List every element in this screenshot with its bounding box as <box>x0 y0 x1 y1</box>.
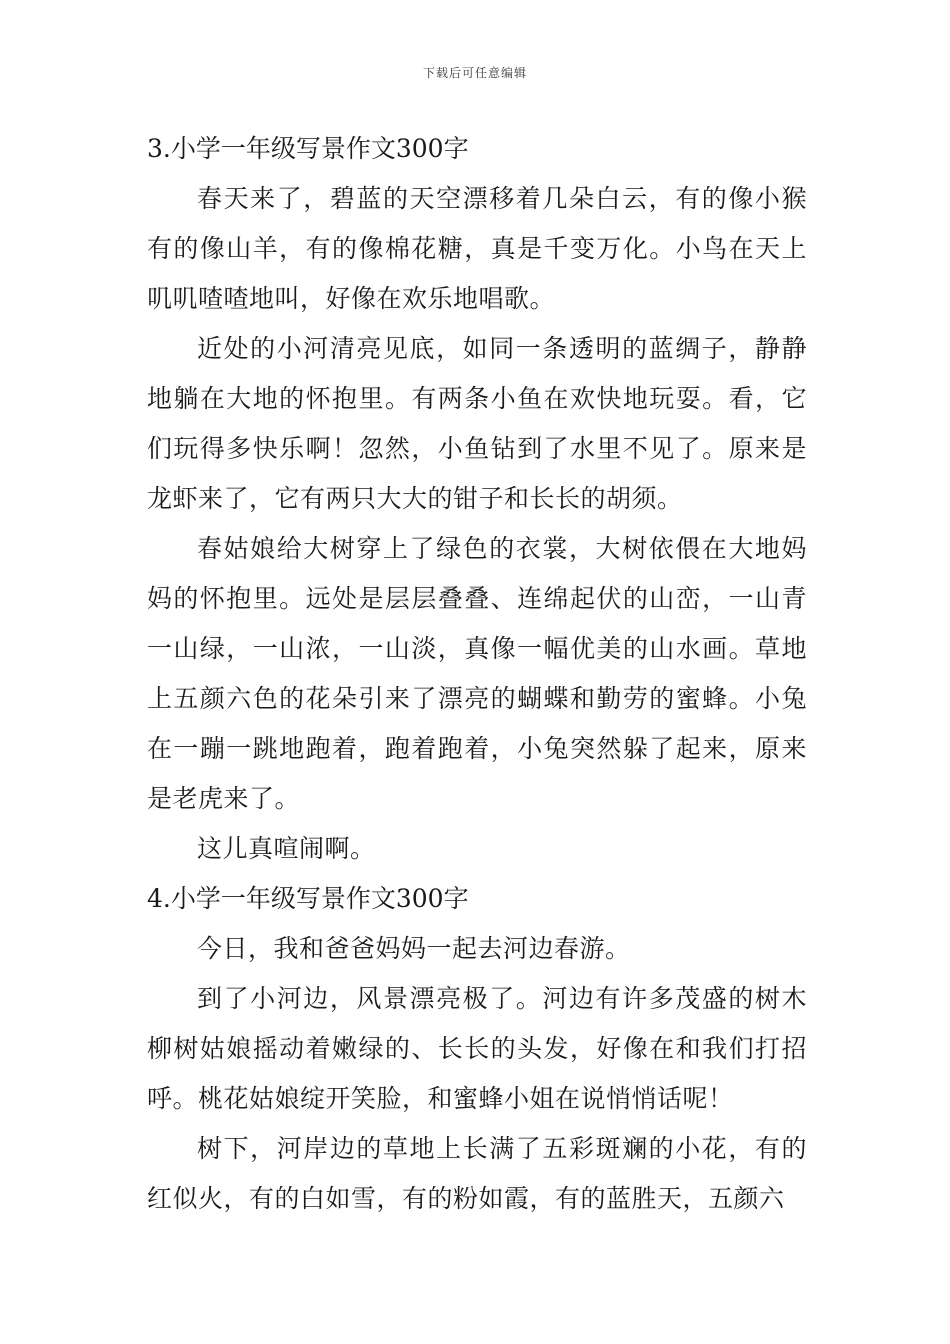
section-3 <box>147 124 807 874</box>
paragraph: 春天来了，碧蓝的天空漂移着几朵白云，有的像小猴有的像山羊，有的像棉花糖，真是千变万化。小鸟在天上叽叽喳喳地叫，好像在欢乐地唱歌。 <box>147 184 807 313</box>
section-4 <box>147 874 807 1224</box>
paragraph: 今日，我和爸爸妈妈一起去河边春游。 <box>197 934 631 963</box>
section-heading: 3.小学一年级写景作文300字 <box>147 134 469 163</box>
header-note: 下载后可任意编辑 <box>422 66 527 80</box>
paragraph: 这儿真喧闹啊。 <box>197 834 376 863</box>
section-heading: 4.小学一年级写景作文300字 <box>147 884 469 913</box>
document-body <box>147 124 807 1224</box>
paragraph: 春姑娘给大树穿上了绿色的衣裳，大树依偎在大地妈妈的怀抱里。远处是层层叠叠、连绵起伏的山峦，一山青一山绿，一山浓，一山淡，真像一幅优美的山水画。草地上五颜六色的花朵引来了漂亮的蝴蝶和勤劳的蜜蜂。小兔在一蹦一跳地跑着，跑着跑着，小兔突然躲了起来，原来是老虎来了。 <box>147 534 807 813</box>
paragraph: 树下，河岸边的草地上长满了五彩斑斓的小花，有的红似火，有的白如雪，有的粉如霞，有的蓝胜天，五颜六 <box>147 1134 807 1213</box>
paragraph: 近处的小河清亮见底，如同一条透明的蓝绸子，静静地躺在大地的怀抱里。有两条小鱼在欢快地玩耍。看，它们玩得多快乐啊！忽然，小鱼钻到了水里不见了。原来是龙虾来了，它有两只大大的钳子和长长的胡须。 <box>147 334 807 513</box>
paragraph: 到了小河边，风景漂亮极了。河边有许多茂盛的树木柳树姑娘摇动着嫩绿的、长长的头发，好像在和我们打招呼。桃花姑娘绽开笑脸，和蜜蜂小姐在说悄悄话呢！ <box>147 984 807 1113</box>
